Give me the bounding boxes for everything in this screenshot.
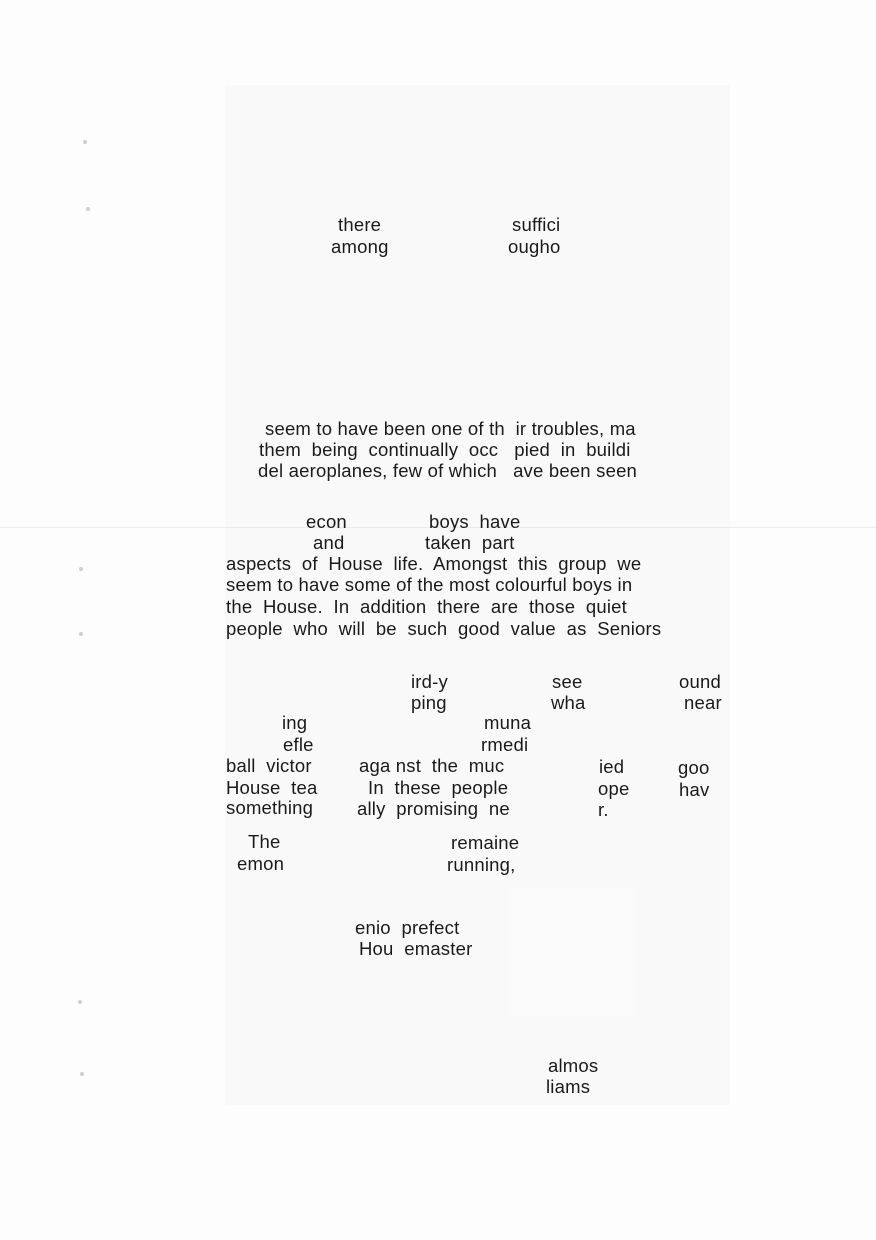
- text-fragment: emon: [237, 853, 285, 874]
- text-fragment: running,: [447, 854, 516, 875]
- text-fragment: them being continually occ pied in buildi: [259, 439, 631, 460]
- punch-hole-mark: [83, 140, 87, 144]
- text-fragment: boys have: [429, 511, 521, 532]
- text-fragment: aga nst the muc: [359, 755, 505, 776]
- text-fragment: aspects of House life. Amongst this group we: [226, 553, 642, 574]
- punch-hole-mark: [79, 567, 83, 571]
- punch-hole-mark: [79, 632, 83, 636]
- text-fragment: seem to have some of the most colourful boys in: [226, 574, 633, 595]
- faded-text-area: [225, 85, 730, 1105]
- text-fragment: almos: [548, 1055, 599, 1076]
- text-fragment: suffici: [512, 214, 561, 235]
- text-fragment: ougho: [508, 236, 561, 257]
- text-fragment: hav: [679, 779, 710, 800]
- text-fragment: among: [331, 236, 389, 257]
- text-fragment: there: [338, 214, 382, 235]
- text-fragment: wha: [551, 692, 586, 713]
- text-fragment: econ: [306, 511, 347, 532]
- text-fragment: rmedi: [481, 734, 529, 755]
- text-fragment: ird-y: [411, 671, 448, 692]
- text-fragment: The: [248, 831, 281, 852]
- text-fragment: ping: [411, 692, 447, 713]
- text-fragment: taken part: [425, 532, 515, 553]
- text-fragment: near: [684, 692, 722, 713]
- text-fragment: the House. In addition there are those quiet: [226, 596, 628, 617]
- text-fragment: In these people: [368, 777, 509, 798]
- text-fragment: ound: [679, 671, 721, 692]
- text-fragment: ied: [599, 756, 625, 777]
- text-fragment: muna: [484, 712, 532, 733]
- text-fragment: del aeroplanes, few of which ave been seen: [258, 460, 638, 481]
- text-fragment: enio prefect: [355, 917, 460, 938]
- text-fragment: see: [552, 671, 583, 692]
- text-fragment: r.: [598, 799, 609, 820]
- text-fragment: goo: [678, 757, 710, 778]
- text-fragment: liams: [546, 1076, 591, 1097]
- text-fragment: House tea: [226, 777, 318, 798]
- text-fragment: remaine: [451, 832, 520, 853]
- text-fragment: and: [313, 532, 345, 553]
- punch-hole-mark: [80, 1072, 84, 1076]
- punch-hole-mark: [86, 207, 90, 211]
- text-fragment: people who will be such good value as Seniors: [226, 618, 662, 639]
- text-fragment: ally promising ne: [357, 798, 510, 819]
- text-fragment: efle: [283, 734, 314, 755]
- text-fragment: ope: [598, 778, 630, 799]
- punch-hole-mark: [78, 1000, 82, 1004]
- text-fragment: something: [226, 797, 314, 818]
- text-fragment: seem to have been one of th ir troubles, ma: [265, 418, 636, 439]
- text-fragment: Hou emaster: [359, 938, 473, 959]
- text-fragment: ball victor: [226, 755, 312, 776]
- text-fragment: ing: [282, 712, 308, 733]
